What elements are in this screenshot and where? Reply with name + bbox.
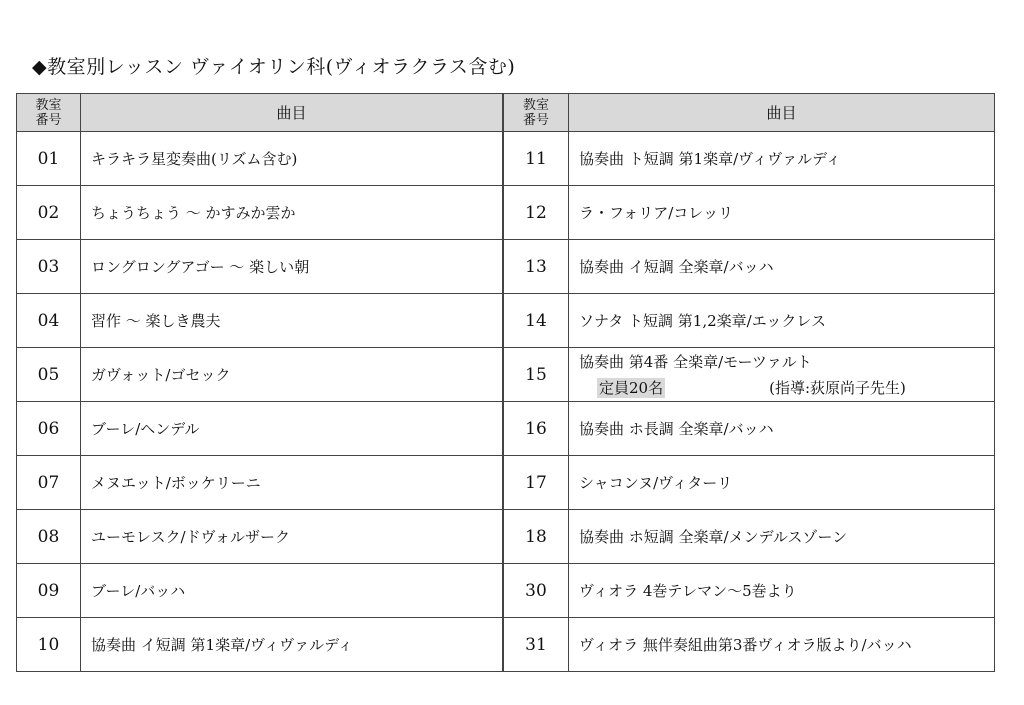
room-number: 12	[504, 186, 569, 240]
piece-cell: ちょうちょう 〜 かすみか雲か	[81, 186, 503, 240]
room-number-header: 教室 番号	[17, 94, 81, 132]
table-row	[504, 186, 995, 240]
piece-note	[579, 375, 994, 401]
table-row	[17, 402, 503, 456]
table-row	[17, 186, 503, 240]
piece-cell: 協奏曲 ト短調 第1楽章/ヴィヴァルディ	[569, 132, 995, 186]
room-number: 30	[504, 564, 569, 618]
room-number: 14	[504, 294, 569, 348]
piece-cell: 協奏曲 イ短調 第1楽章/ヴィヴァルディ	[81, 618, 503, 672]
room-number: 05	[17, 348, 81, 402]
room-number: 17	[504, 456, 569, 510]
table-row	[17, 348, 503, 402]
piece-cell	[569, 348, 995, 402]
room-number: 04	[17, 294, 81, 348]
piece-cell: キラキラ星変奏曲(リズム含む)	[81, 132, 503, 186]
piece-cell: 協奏曲 ホ長調 全楽章/バッハ	[569, 402, 995, 456]
room-number: 07	[17, 456, 81, 510]
table-row	[504, 456, 995, 510]
room-number: 31	[504, 618, 569, 672]
piece-cell: ヴィオラ 4巻テレマン〜5巻より	[569, 564, 995, 618]
piece-cell: 習作 〜 楽しき農夫	[81, 294, 503, 348]
piece-cell: 協奏曲 ホ短調 全楽章/メンデルスゾーン	[569, 510, 995, 564]
table-row	[504, 564, 995, 618]
table-row	[504, 510, 995, 564]
room-number: 09	[17, 564, 81, 618]
room-number: 11	[504, 132, 569, 186]
piece-cell: ラ・フォリア/コレッリ	[569, 186, 995, 240]
room-number: 01	[17, 132, 81, 186]
room-number: 15	[504, 348, 569, 402]
piece-cell: ブーレ/ヘンデル	[81, 402, 503, 456]
table-row	[504, 402, 995, 456]
piece-cell: シャコンヌ/ヴィターリ	[569, 456, 995, 510]
table-row	[17, 240, 503, 294]
piece-cell: 協奏曲 イ短調 全楽章/バッハ	[569, 240, 995, 294]
lesson-table-right	[503, 93, 995, 672]
room-number: 16	[504, 402, 569, 456]
table-row	[504, 132, 995, 186]
room-number-header: 教室 番号	[504, 94, 569, 132]
table-header-row	[17, 94, 503, 132]
table-row	[17, 564, 503, 618]
piece-cell: ユーモレスク/ドヴォルザーク	[81, 510, 503, 564]
table-row	[504, 618, 995, 672]
table-row	[504, 294, 995, 348]
room-number: 13	[504, 240, 569, 294]
instructor-note: (指導:荻原尚子先生)	[769, 378, 906, 397]
room-number: 08	[17, 510, 81, 564]
table-row	[17, 294, 503, 348]
table-row	[504, 240, 995, 294]
piece-cell: メヌエット/ボッケリーニ	[81, 456, 503, 510]
piece-cell: ブーレ/バッハ	[81, 564, 503, 618]
table-row	[17, 510, 503, 564]
piece-cell: ヴィオラ 無伴奏組曲第3番ヴィオラ版より/バッハ	[569, 618, 995, 672]
room-number: 06	[17, 402, 81, 456]
piece-cell: ロングロングアゴー 〜 楽しい朝	[81, 240, 503, 294]
table-header-row	[504, 94, 995, 132]
lesson-table-left	[16, 93, 503, 672]
piece-header: 曲目	[569, 94, 995, 132]
room-number: 10	[17, 618, 81, 672]
room-number: 18	[504, 510, 569, 564]
table-row	[17, 618, 503, 672]
table-row	[17, 456, 503, 510]
capacity-badge: 定員20名	[599, 378, 664, 397]
room-number: 02	[17, 186, 81, 240]
piece-header: 曲目	[81, 94, 503, 132]
piece-title: 協奏曲 第4番 全楽章/モーツァルト	[579, 352, 812, 371]
table-row	[504, 348, 995, 402]
table-row	[17, 132, 503, 186]
room-number: 03	[17, 240, 81, 294]
piece-cell: ソナタ ト短調 第1,2楽章/エックレス	[569, 294, 995, 348]
piece-cell: ガヴォット/ゴセック	[81, 348, 503, 402]
page-title: ◆教室別レッスン ヴァイオリン科(ヴィオラクラス含む)	[32, 56, 516, 78]
